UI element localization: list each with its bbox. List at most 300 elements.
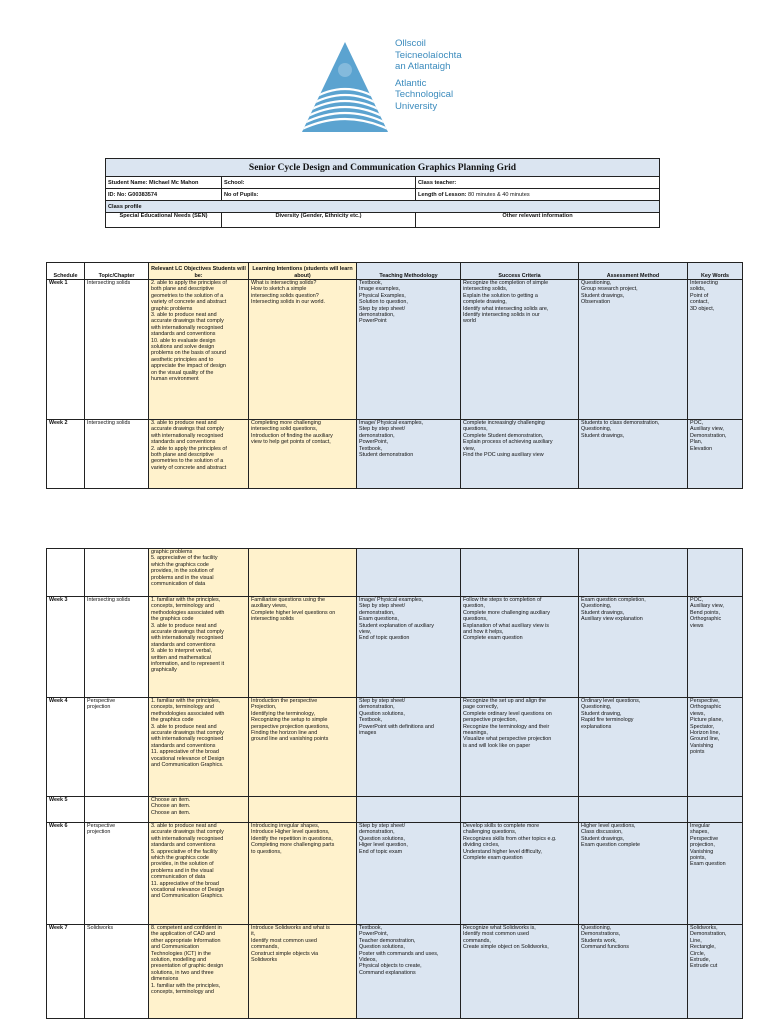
- cell-line: views: [690, 622, 704, 629]
- cell-line: 11. appreciative of the broad: [151, 880, 219, 887]
- teaching-methodology-cell: [357, 925, 461, 1019]
- lc-objectives-cell: [149, 823, 249, 925]
- topic-cell: [85, 597, 149, 698]
- assessment-method-cell: [579, 597, 688, 698]
- logo-line-4: Atlantic: [395, 77, 427, 89]
- cell-line: Rapid fire terminology: [581, 717, 634, 724]
- cell-line: Higer level question,: [359, 842, 408, 849]
- cell-line: commands,: [463, 937, 491, 944]
- week-cell: Week 3: [47, 597, 85, 698]
- col-success-criteria: Success Criteria: [461, 263, 579, 280]
- cell-line: Group research project,: [581, 286, 638, 293]
- cell-line: 3D object,: [690, 305, 715, 312]
- cell-line: accurate drawings that comply: [151, 426, 224, 433]
- success-criteria-cell: [461, 597, 579, 698]
- cell-line: Videos,: [359, 957, 377, 964]
- cell-line: Perspective: [87, 823, 116, 829]
- cell-line: Textbook,: [359, 925, 383, 931]
- cell-line: views,: [690, 710, 705, 717]
- cell-line: concepts, terminology and: [151, 704, 214, 711]
- teaching-methodology-cell: [357, 597, 461, 698]
- cell-line: explanations: [581, 723, 612, 730]
- cell-line: Questioning,: [581, 704, 612, 711]
- cell-line: Introduce Higher level questions,: [251, 829, 330, 836]
- cell-line: graphic problems: [151, 305, 193, 312]
- cell-line: Question solutions,: [359, 710, 405, 717]
- cell-line: the graphics code: [151, 616, 194, 623]
- week-cell: [47, 549, 85, 597]
- cell-line: Step by step sheet/: [359, 426, 406, 433]
- week-cell: Week 6: [47, 823, 85, 925]
- cell-line: Follow the steps to completion of: [463, 597, 542, 603]
- cell-line: Students to class demonstration,: [581, 420, 660, 426]
- cell-line: variety of concrete and abstract: [151, 299, 227, 306]
- cell-line: communication of data: [151, 874, 206, 881]
- other-info-cell: [416, 213, 660, 228]
- cell-line: standards and conventions: [151, 641, 216, 648]
- cell-line: the application of CAD and: [151, 931, 216, 938]
- cell-line: solids,: [690, 286, 706, 293]
- learning-intentions-cell: [249, 549, 357, 597]
- cell-line: Questioning,: [581, 280, 612, 286]
- pupils-cell: [222, 189, 416, 201]
- cell-line: Step by step sheet/: [359, 698, 406, 704]
- cell-line: Exam question completion,: [581, 597, 646, 603]
- cell-line: Question solutions,: [359, 835, 405, 842]
- cell-line: it,: [251, 931, 256, 938]
- schedule-row: [47, 823, 743, 925]
- cell-line: accurate drawings that comply: [151, 730, 224, 737]
- cell-line: Image/ Physical examples,: [359, 597, 424, 603]
- cell-line: 3. able to produce neat and: [151, 420, 217, 426]
- col-assessment-method: Assessment Method: [579, 263, 688, 280]
- sen-cell: [106, 213, 222, 228]
- cell-line: Recognize the completion of simple: [463, 280, 549, 286]
- cell-line: both plane and descriptive: [151, 286, 214, 293]
- cell-line: Exam questions,: [359, 616, 399, 623]
- cell-line: intersecting solid questions,: [251, 426, 318, 433]
- col-lc-objectives: Relevant LC Objectives Students will be:: [149, 263, 249, 280]
- schedule-row: [47, 280, 743, 420]
- assessment-method-cell: [579, 698, 688, 797]
- teaching-methodology-cell: [357, 420, 461, 489]
- learning-intentions-cell: [249, 823, 357, 925]
- cell-line: intersecting solids question?: [251, 292, 319, 299]
- cell-line: Intersecting solids: [87, 420, 131, 426]
- learning-intentions-cell: [249, 925, 357, 1019]
- cell-line: with internationally recognised: [151, 324, 224, 331]
- cell-line: 3. able to produce neat and: [151, 823, 217, 829]
- cell-line: demonstration,: [359, 609, 395, 616]
- cell-line: Auxiliary view explanation: [581, 616, 643, 623]
- lc-objectives-cell: [149, 549, 249, 597]
- cell-line: solutions, in two and three: [151, 969, 214, 976]
- cell-line: Construct simple objects via: [251, 950, 319, 957]
- lesson-length-cell: [416, 189, 660, 201]
- cell-line: demonstration,: [359, 829, 395, 836]
- cell-line: Student drawings,: [581, 432, 625, 439]
- cell-line: accurate drawings that comply: [151, 629, 224, 636]
- topic-cell: [85, 797, 149, 823]
- cell-line: Orthographic: [690, 704, 722, 711]
- cell-line: with internationally recognised: [151, 432, 224, 439]
- cell-line: Familiarise questions using the: [251, 597, 326, 603]
- cell-line: questions,: [463, 426, 488, 433]
- assessment-method-cell: [579, 797, 688, 823]
- cell-line: Perspective: [690, 835, 719, 842]
- diversity-label: Diversity (Gender, Ethnicity etc.): [275, 213, 362, 219]
- cell-line: perspective projection questions,: [251, 723, 330, 730]
- cell-line: Create simple object on Solidworks,: [463, 944, 549, 951]
- cell-line: Explain process of achieving auxiliary: [463, 439, 553, 446]
- cell-line: Exam question complete: [581, 842, 641, 849]
- cell-line: Complete higher level questions on: [251, 609, 336, 616]
- success-criteria-cell: [461, 280, 579, 420]
- cell-line: Introducing irregular shapes,: [251, 823, 320, 829]
- cell-line: Identify intersecting solids in our: [463, 312, 540, 319]
- cell-line: question,: [463, 603, 485, 610]
- cell-line: projection,: [690, 842, 715, 849]
- cell-line: Students work,: [581, 937, 617, 944]
- cell-line: Complete exam question: [463, 635, 523, 642]
- week-cell: Week 2: [47, 420, 85, 489]
- lc-objectives-cell: [149, 797, 249, 823]
- cell-line: Introduce Solidworks and what is: [251, 925, 330, 931]
- cell-line: Picture plane,: [690, 717, 723, 724]
- col-teaching-methodology: Teaching Methodology: [357, 263, 461, 280]
- learning-intentions-cell: [249, 797, 357, 823]
- logo-wordmark: [395, 38, 462, 113]
- cell-line: Vanishing: [690, 848, 714, 855]
- cell-line: information, and to represent it: [151, 661, 225, 668]
- cell-line: Plan,: [690, 439, 703, 446]
- cell-line: problems on the basis of sound: [151, 350, 226, 357]
- cell-line: 9. able to interpret verbal,: [151, 648, 213, 655]
- learning-intentions-cell: [249, 420, 357, 489]
- cell-line: Exam question: [690, 861, 726, 868]
- cell-line: 3. able to produce neat and: [151, 312, 217, 319]
- cell-line: Choose an item.: [151, 797, 191, 803]
- schedule-row: [47, 549, 743, 597]
- cell-line: Bend points,: [690, 609, 720, 616]
- class-teacher-cell: [416, 177, 660, 189]
- cell-line: What is intersecting solids?: [251, 280, 317, 286]
- success-criteria-cell: [461, 797, 579, 823]
- cell-line: demonstration,: [359, 312, 395, 319]
- cell-line: demonstration,: [359, 432, 395, 439]
- cell-line: to questions,: [251, 848, 282, 855]
- cell-line: Recognize what Solidworks is,: [463, 925, 536, 931]
- cell-line: with internationally recognised: [151, 635, 224, 642]
- schedule-row: [47, 797, 743, 823]
- cell-line: Identify what intersecting solids are,: [463, 305, 549, 312]
- cell-line: presentation of graphic design: [151, 963, 224, 970]
- cell-line: solution, modelling and: [151, 957, 207, 964]
- logo-line-5: Technological: [395, 89, 454, 101]
- planning-grid-header: [105, 158, 660, 228]
- cell-line: Ordinary level questions,: [581, 698, 641, 704]
- student-name-label: Student Name:: [108, 179, 148, 186]
- cell-line: standards and conventions: [151, 742, 216, 749]
- atu-logo-icon: [300, 38, 390, 138]
- cell-line: complete drawing,: [463, 299, 507, 306]
- cell-line: PowerPoint,: [359, 439, 389, 446]
- cell-line: Recognize the set up and align the: [463, 698, 547, 704]
- topic-cell: [85, 925, 149, 1019]
- topic-cell: [85, 823, 149, 925]
- cell-line: Circle,: [690, 950, 706, 957]
- cell-line: POC,: [690, 597, 704, 603]
- cell-line: both plane and descriptive: [151, 452, 214, 459]
- key-words-cell: [688, 420, 743, 489]
- cell-line: Identify the repetition in questions,: [251, 835, 333, 842]
- cell-line: concepts, terminology and: [151, 603, 214, 610]
- cell-line: Explanation of what auxiliary view is: [463, 622, 549, 629]
- cell-line: Find the POC using auxiliary view: [463, 452, 544, 459]
- cell-line: problems and in the visual: [151, 867, 214, 874]
- cell-line: vocational relevance of Design: [151, 755, 225, 762]
- cell-line: Rectangle,: [690, 944, 716, 951]
- schedule-row: [47, 925, 743, 1019]
- cell-line: Projection,: [251, 704, 277, 711]
- cell-line: Student drawings,: [581, 292, 625, 299]
- logo-line-1: Ollscoil: [395, 38, 426, 49]
- lesson-length-label: Length of Lesson:: [418, 191, 467, 198]
- cell-line: on the visual quality of the: [151, 369, 214, 376]
- cell-line: 3. able to produce neat and: [151, 723, 217, 730]
- cell-line: POC,: [690, 420, 704, 426]
- logo-line-3: an Atlantaigh: [395, 61, 451, 73]
- cell-line: and Communication: [151, 944, 199, 951]
- week-cell: Week 5: [47, 797, 85, 823]
- cell-line: Extrude cut: [690, 963, 718, 970]
- cell-line: Complete exam question: [463, 855, 523, 862]
- col-topic: Topic/Chapter: [85, 263, 149, 280]
- cell-line: Understand higher level difficulty,: [463, 848, 542, 855]
- lc-objectives-cell: [149, 698, 249, 797]
- key-words-cell: [688, 549, 743, 597]
- cell-line: Intersecting solids: [87, 597, 131, 603]
- cell-line: standards and conventions: [151, 331, 216, 338]
- lc-objectives-cell: [149, 280, 249, 420]
- cell-line: Orthographic: [690, 616, 722, 623]
- assessment-method-cell: [579, 549, 688, 597]
- cell-line: Intersecting: [690, 280, 718, 286]
- cell-line: provides, in the solution of: [151, 861, 214, 868]
- cell-line: Recognizing the setup to simple: [251, 717, 328, 724]
- assessment-method-cell: [579, 280, 688, 420]
- cell-line: Choose an item.: [151, 803, 191, 810]
- diversity-cell: [222, 213, 416, 228]
- cell-line: Complete Student demonstration,: [463, 432, 544, 439]
- sen-label: Special Educational Needs (SEN): [119, 213, 208, 219]
- cell-line: 10. able to evaluate design: [151, 337, 216, 344]
- success-criteria-cell: [461, 823, 579, 925]
- cell-line: Introduction of finding the auxiliary: [251, 432, 333, 439]
- cell-line: vocational relevance of Design: [151, 887, 225, 894]
- col-learning-intentions: Learning Intentions (students will learn about): [249, 263, 357, 280]
- cell-line: projection: [87, 829, 111, 836]
- cell-line: End of topic question: [359, 635, 410, 642]
- topic-cell: [85, 420, 149, 489]
- cell-line: Line,: [690, 937, 702, 944]
- teaching-methodology-cell: [357, 823, 461, 925]
- cell-line: perspective projection,: [463, 717, 517, 724]
- teaching-methodology-cell: [357, 698, 461, 797]
- cell-line: Identifying the terminology,: [251, 710, 316, 717]
- cell-line: view to help get points of contact,: [251, 439, 331, 446]
- cell-line: Questioning,: [581, 603, 612, 610]
- lc-objectives-cell: [149, 597, 249, 698]
- cell-line: PowerPoint: [359, 318, 387, 325]
- schedule-row: [47, 420, 743, 489]
- cell-line: Question solutions,: [359, 944, 405, 951]
- cell-line: 2. able to apply the principles of: [151, 445, 227, 452]
- schedule-table-2: [46, 548, 743, 1019]
- schedule-row: [47, 597, 743, 698]
- cell-line: auxiliary views,: [251, 603, 288, 610]
- cell-line: Introduction the perspective: [251, 698, 318, 704]
- cell-line: Solidworks,: [690, 925, 718, 931]
- week-cell: Week 4: [47, 698, 85, 797]
- cell-line: with internationally recognised: [151, 736, 224, 743]
- cell-line: page correctly,: [463, 704, 498, 711]
- cell-line: 5. appreciative of the facility: [151, 555, 218, 562]
- cell-line: Step by step sheet/: [359, 603, 406, 610]
- topic-cell: [85, 698, 149, 797]
- cell-line: dividing circles,: [463, 842, 500, 849]
- cell-line: view,: [463, 445, 475, 452]
- cell-line: meanings,: [463, 730, 488, 737]
- cell-line: Command functions: [581, 944, 629, 951]
- cell-line: Student drawing,: [581, 710, 622, 717]
- learning-intentions-cell: [249, 698, 357, 797]
- cell-line: Irregular: [690, 823, 711, 829]
- cell-line: Observation: [581, 299, 611, 306]
- cell-line: view,: [359, 629, 371, 636]
- cell-line: Teacher demonstration,: [359, 937, 416, 944]
- cell-line: Student drawings,: [581, 835, 625, 842]
- cell-line: 3. able to produce neat and: [151, 622, 217, 629]
- key-words-cell: [688, 597, 743, 698]
- cell-line: demonstration,: [359, 704, 395, 711]
- id-value: G00383574: [127, 191, 158, 198]
- cell-line: contact,: [690, 299, 709, 306]
- cell-line: written and mathematical: [151, 654, 211, 661]
- cell-line: Perspective,: [690, 698, 720, 704]
- col-key-words: Key Words: [688, 263, 743, 280]
- cell-line: accurate drawings that comply: [151, 318, 224, 325]
- key-words-cell: [688, 797, 743, 823]
- cell-line: Demonstration,: [690, 931, 727, 938]
- cell-line: ground line and vanishing points: [251, 736, 329, 743]
- cell-line: Develop skills to complete more: [463, 823, 540, 829]
- key-words-cell: [688, 925, 743, 1019]
- success-criteria-cell: [461, 925, 579, 1019]
- key-words-cell: [688, 280, 743, 420]
- schedule-table-1: [46, 262, 743, 489]
- university-logo: [300, 38, 480, 138]
- cell-line: Step by step sheet/: [359, 305, 406, 312]
- cell-line: PowerPoint with definitions and: [359, 723, 434, 730]
- school-cell: [222, 177, 416, 189]
- cell-line: Complete more challenging auxiliary: [463, 609, 550, 616]
- cell-line: Point of: [690, 292, 709, 299]
- cell-line: and how it helps,: [463, 629, 504, 636]
- cell-line: aesthetic principles and to: [151, 356, 214, 363]
- teaching-methodology-cell: [357, 549, 461, 597]
- cell-line: 5. appreciative of the facility: [151, 848, 218, 855]
- cell-line: Choose an item.: [151, 809, 191, 816]
- cell-line: Student explanation of auxiliary: [359, 622, 434, 629]
- cell-line: Student drawings,: [581, 609, 625, 616]
- cell-line: 2. able to apply the principles of: [151, 280, 227, 286]
- cell-line: graphic problems: [151, 549, 193, 555]
- cell-line: Poster with commands and uses,: [359, 950, 439, 957]
- success-criteria-cell: [461, 420, 579, 489]
- cell-line: 1. familiar with the principles,: [151, 982, 221, 989]
- key-words-cell: [688, 698, 743, 797]
- cell-line: 1. familiar with the principles,: [151, 597, 221, 603]
- cell-line: Solidworks: [251, 957, 278, 964]
- cell-line: Extrude,: [690, 957, 711, 964]
- cell-line: Recognizes skills from other topics e.g.: [463, 835, 557, 842]
- cell-line: standards and conventions: [151, 439, 216, 446]
- lc-objectives-cell: [149, 420, 249, 489]
- cell-line: Solution to question,: [359, 299, 408, 306]
- cell-line: which the graphics code: [151, 561, 209, 568]
- cell-line: End of topic exam: [359, 848, 403, 855]
- cell-line: accurate drawings that comply: [151, 829, 224, 836]
- cell-line: is and will look like on paper: [463, 742, 531, 749]
- cell-line: graphically: [151, 667, 177, 674]
- cell-line: Vanishing: [690, 742, 714, 749]
- cell-line: Textbook,: [359, 445, 383, 452]
- learning-intentions-cell: [249, 597, 357, 698]
- topic-cell: [85, 549, 149, 597]
- cell-line: projection: [87, 704, 111, 711]
- pupils-label: No of Pupils:: [224, 191, 259, 198]
- cell-line: Textbook,: [359, 280, 383, 286]
- cell-line: variety of concrete and abstract: [151, 464, 227, 471]
- cell-line: Perspective: [87, 698, 116, 704]
- week-cell: Week 1: [47, 280, 85, 420]
- cell-line: images: [359, 730, 377, 737]
- cell-line: Student demonstration: [359, 452, 414, 459]
- cell-line: methodologies associated with: [151, 609, 225, 616]
- cell-line: commands,: [251, 944, 279, 951]
- cell-line: Complete increasingly challenging: [463, 420, 545, 426]
- cell-line: questions,: [463, 616, 488, 623]
- cell-line: 8. competent and confident in: [151, 925, 222, 931]
- cell-line: concepts, terminology and: [151, 989, 214, 996]
- cell-line: shapes,: [690, 829, 709, 836]
- cell-line: points: [690, 749, 705, 756]
- cell-line: Identify most common used: [251, 937, 317, 944]
- cell-line: human environment: [151, 376, 199, 383]
- cell-line: Class discussion,: [581, 829, 623, 836]
- week-cell: Week 7: [47, 925, 85, 1019]
- cell-line: Auxiliary view,: [690, 426, 724, 433]
- cell-line: challenging questions,: [463, 829, 517, 836]
- cell-line: methodologies associated with: [151, 710, 225, 717]
- cell-line: which the graphics code: [151, 855, 209, 862]
- cell-line: Questioning,: [581, 426, 612, 433]
- cell-line: with internationally recognised: [151, 835, 224, 842]
- cell-line: Completing more challenging: [251, 420, 321, 426]
- cell-line: solutions and solve design: [151, 344, 215, 351]
- cell-line: Ground line,: [690, 736, 720, 743]
